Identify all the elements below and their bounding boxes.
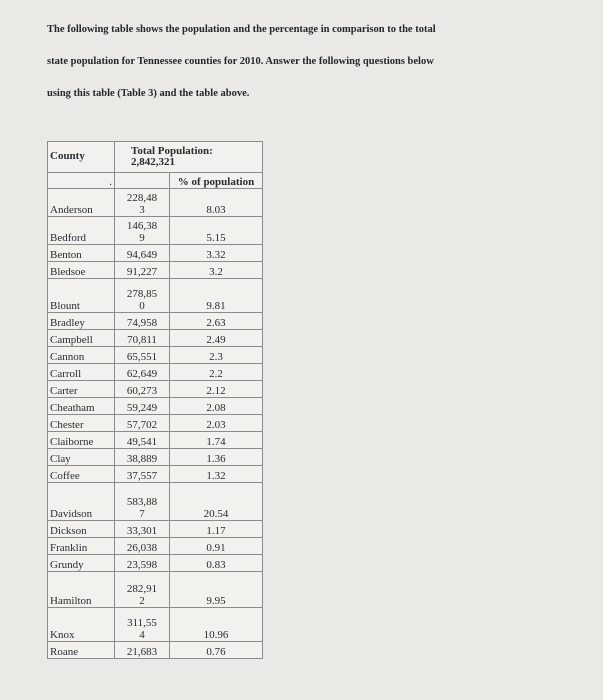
county-cell: Cannon (48, 347, 115, 364)
percent-cell: 0.83 (170, 555, 263, 572)
population-cell (115, 398, 170, 415)
header-total-value: 2,842,321 (131, 156, 175, 168)
percent-cell: 2.03 (170, 415, 263, 432)
header-county: County (48, 142, 115, 173)
county-cell: Anderson (48, 189, 115, 217)
county-cell: Roane (48, 642, 115, 659)
intro-line-3: using this table (Table 3) and the table above. (47, 88, 250, 99)
county-cell: Claiborne (48, 432, 115, 449)
population-cell (115, 432, 170, 449)
table-row (48, 262, 263, 279)
percent-cell: 5.15 (170, 217, 263, 245)
population-cell (115, 521, 170, 538)
percent-cell: 2.3 (170, 347, 263, 364)
population-cell (115, 538, 170, 555)
percent-cell: 3.32 (170, 245, 263, 262)
table-row (48, 415, 263, 432)
population-part-2: 91,227 (126, 265, 158, 278)
population-part-2: 37,557 (126, 469, 158, 482)
subheader-blank: . (48, 173, 115, 189)
table-row (48, 189, 263, 217)
population-part-2: 2 (139, 594, 145, 607)
percent-cell: 20.54 (170, 483, 263, 521)
table-row (48, 538, 263, 555)
population-part-2: 59,249 (126, 401, 158, 414)
table-row (48, 347, 263, 364)
population-cell (115, 483, 170, 521)
county-cell: Benton (48, 245, 115, 262)
population-cell (115, 449, 170, 466)
population-part-2: 4 (139, 628, 145, 641)
intro-text (47, 14, 567, 110)
population-part-2: 9 (139, 231, 145, 244)
table-row (48, 398, 263, 415)
subheader-blank-2 (115, 173, 170, 189)
table-row (48, 642, 263, 659)
county-cell: Blount (48, 279, 115, 313)
population-part-2: 62,649 (126, 367, 158, 380)
county-cell: Campbell (48, 330, 115, 347)
percent-cell: 0.76 (170, 642, 263, 659)
county-cell: Bradley (48, 313, 115, 330)
subheader-row (48, 173, 263, 189)
population-part-1: 278,85 (126, 288, 158, 300)
percent-cell: 2.12 (170, 381, 263, 398)
table-row (48, 608, 263, 642)
table-row (48, 432, 263, 449)
population-part-2: 70,811 (127, 333, 157, 346)
population-cell (115, 466, 170, 483)
table-row (48, 572, 263, 608)
percent-cell: 3.2 (170, 262, 263, 279)
header-pct: % of population (170, 173, 263, 189)
table-row (48, 364, 263, 381)
population-cell (115, 279, 170, 313)
percent-cell: 2.2 (170, 364, 263, 381)
population-cell (115, 217, 170, 245)
table-row (48, 381, 263, 398)
percent-cell: 2.08 (170, 398, 263, 415)
population-cell (115, 313, 170, 330)
table-row (48, 245, 263, 262)
table-row (48, 521, 263, 538)
population-cell (115, 364, 170, 381)
table-row (48, 279, 263, 313)
percent-cell: 2.49 (170, 330, 263, 347)
county-cell: Franklin (48, 538, 115, 555)
county-cell: Carroll (48, 364, 115, 381)
population-part-2: 33,301 (126, 524, 158, 537)
percent-cell: 1.32 (170, 466, 263, 483)
population-part-2: 49,541 (126, 435, 158, 448)
table-row (48, 217, 263, 245)
population-part-2: 94,649 (126, 248, 158, 261)
population-cell (115, 262, 170, 279)
population-part-2: 26,038 (126, 541, 158, 554)
population-part-1: 282,91 (126, 583, 158, 595)
percent-cell: 1.17 (170, 521, 263, 538)
population-cell (115, 381, 170, 398)
population-part-2: 21,683 (126, 645, 158, 658)
table-row (48, 330, 263, 347)
population-part-1: 583,88 (126, 496, 158, 508)
intro-line-2: state population for Tennessee counties for 2010. Answer the following questions below (47, 56, 434, 67)
population-part-2: 57,702 (126, 418, 158, 431)
population-part-2: 0 (139, 299, 145, 312)
population-cell (115, 245, 170, 262)
population-part-1: 146,38 (126, 220, 158, 232)
population-part-2: 60,273 (126, 384, 158, 397)
county-cell: Coffee (48, 466, 115, 483)
percent-cell: 1.36 (170, 449, 263, 466)
percent-cell: 0.91 (170, 538, 263, 555)
county-cell: Dickson (48, 521, 115, 538)
header-total-label: Total Population: (131, 144, 213, 157)
population-cell (115, 642, 170, 659)
percent-cell: 8.03 (170, 189, 263, 217)
county-cell: Bedford (48, 217, 115, 245)
population-cell (115, 189, 170, 217)
table-row (48, 555, 263, 572)
population-cell (115, 330, 170, 347)
intro-line-1: The following table shows the population and the percentage in comparison to the total (47, 24, 436, 35)
table-row (48, 483, 263, 521)
table-row (48, 313, 263, 330)
percent-cell: 9.81 (170, 279, 263, 313)
county-cell: Chester (48, 415, 115, 432)
county-cell: Carter (48, 381, 115, 398)
population-part-1: 228,48 (126, 192, 158, 204)
population-cell (115, 555, 170, 572)
population-part-2: 74,958 (126, 316, 158, 329)
percent-cell: 2.63 (170, 313, 263, 330)
population-part-1: 311,55 (127, 617, 157, 629)
population-part-2: 3 (139, 203, 145, 216)
population-part-2: 23,598 (126, 558, 158, 571)
county-cell: Knox (48, 608, 115, 642)
population-part-2: 7 (139, 507, 145, 520)
population-cell (115, 347, 170, 364)
percent-cell: 1.74 (170, 432, 263, 449)
county-cell: Clay (48, 449, 115, 466)
county-cell: Bledsoe (48, 262, 115, 279)
percent-cell: 9.95 (170, 572, 263, 608)
population-cell (115, 572, 170, 608)
population-part-2: 65,551 (126, 350, 158, 363)
county-cell: Grundy (48, 555, 115, 572)
header-row (48, 142, 263, 173)
county-cell: Cheatham (48, 398, 115, 415)
county-cell: Hamilton (48, 572, 115, 608)
population-table (47, 141, 263, 659)
population-cell (115, 415, 170, 432)
table-row (48, 466, 263, 483)
county-cell: Davidson (48, 483, 115, 521)
population-cell (115, 608, 170, 642)
population-part-2: 38,889 (126, 452, 158, 465)
percent-cell: 10.96 (170, 608, 263, 642)
table-row (48, 449, 263, 466)
header-total (115, 142, 263, 173)
